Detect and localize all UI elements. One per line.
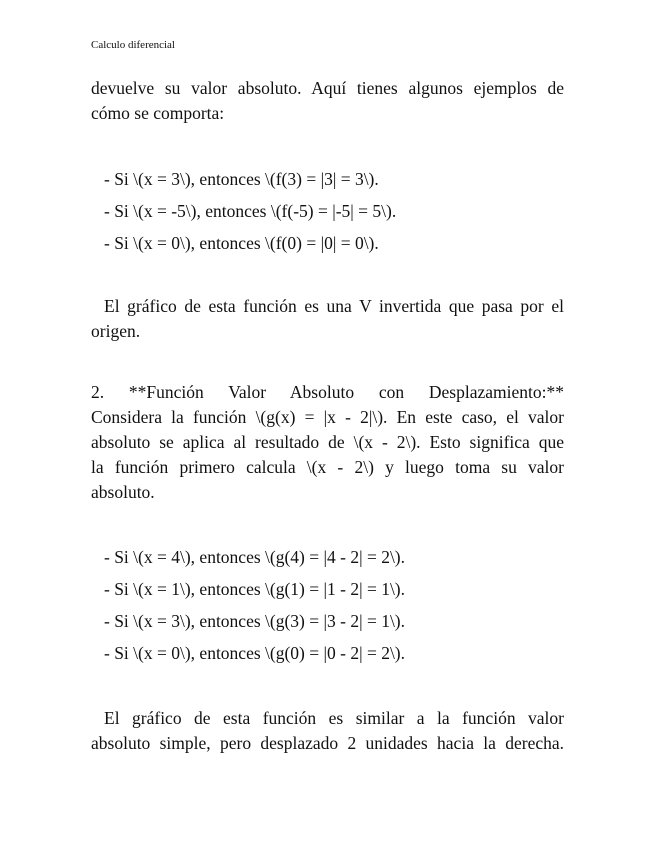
- intro-line-1: devuelve su valor absoluto. Aquí tienes algunos ejemplos de: [91, 78, 564, 98]
- list-item: - Si \(x = -5\), entonces \(f(-5) = |-5| = 5\).: [104, 201, 397, 221]
- graph-f-paragraph: [91, 294, 564, 344]
- graph-f-line-1: El gráfico de esta función es una V invertida que pasa por el: [104, 296, 564, 316]
- list-item: - Si \(x = 3\), entonces \(f(3) = |3| = 3\).: [104, 169, 379, 189]
- intro-line-2: cómo se comporta:: [91, 103, 225, 123]
- list-item: - Si \(x = 3\), entonces \(g(3) = |3 - 2| = 1\).: [104, 611, 406, 631]
- graph-f-line-2: origen.: [91, 321, 141, 341]
- section-2-line-4: la función primero calcula \(x - 2\) y luego toma su valor: [91, 457, 564, 477]
- section-2-line-2: Considera la función \(g(x) = |x - 2|\). En este caso, el valor: [91, 407, 564, 427]
- list-item: - Si \(x = 0\), entonces \(g(0) = |0 - 2| = 2\).: [104, 643, 406, 663]
- section-2-line-5: absoluto.: [91, 482, 155, 502]
- section-2-line-1: 2. **Función Valor Absoluto con Desplazamiento:**: [91, 382, 564, 402]
- section-2-line-3: absoluto se aplica al resultado de \(x - 2\). Esto significa que: [91, 432, 564, 452]
- section-2-paragraph: [91, 380, 564, 505]
- running-header: Calculo diferencial: [91, 39, 175, 51]
- intro-paragraph: [91, 76, 564, 126]
- list-item: - Si \(x = 4\), entonces \(g(4) = |4 - 2| = 2\).: [104, 547, 406, 567]
- list-item: - Si \(x = 0\), entonces \(f(0) = |0| = 0\).: [104, 233, 379, 253]
- graph-g-paragraph: [91, 706, 564, 756]
- examples-g-list: [104, 541, 405, 669]
- list-item: - Si \(x = 1\), entonces \(g(1) = |1 - 2| = 1\).: [104, 579, 406, 599]
- graph-g-line-1: El gráfico de esta función es similar a la función valor: [104, 708, 564, 728]
- examples-f-list: [104, 163, 396, 259]
- graph-g-line-2: absoluto simple, pero desplazado 2 unidades hacia la derecha.: [91, 733, 564, 753]
